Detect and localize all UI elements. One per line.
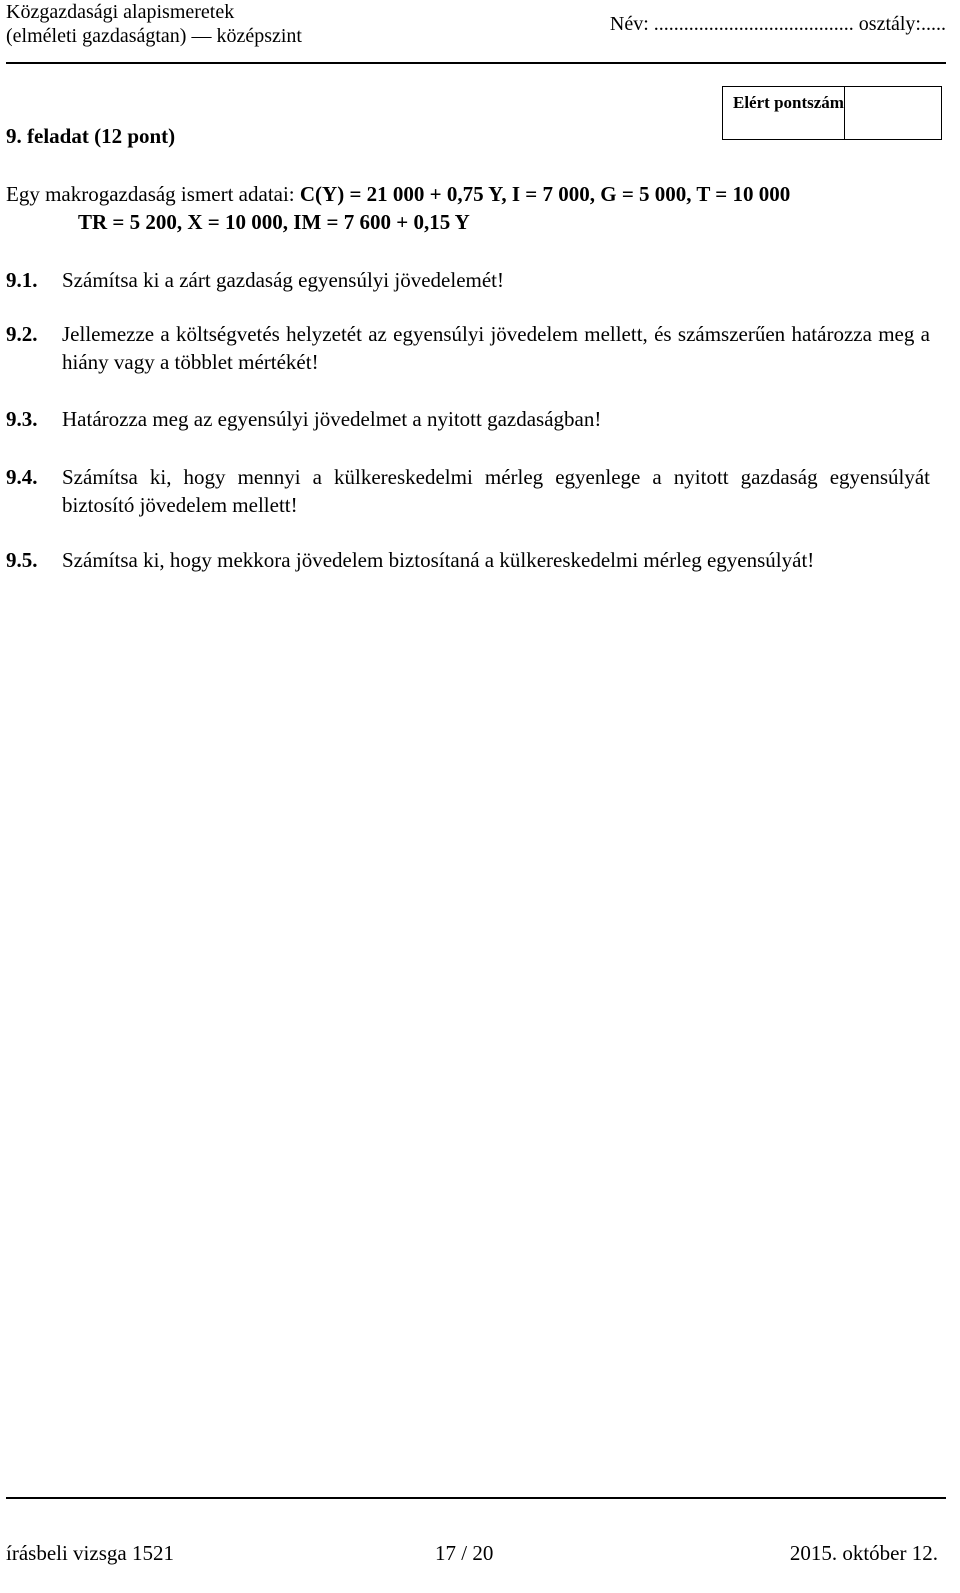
question-number: 9.5. <box>6 548 38 572</box>
task-intro-line-2: TR = 5 200, X = 10 000, IM = 7 600 + 0,15 Y <box>78 210 470 234</box>
question-9-1 <box>6 266 930 294</box>
name-class-field: Név: ........................................ osztály:..... <box>609 13 946 35</box>
question-number: 9.1. <box>6 268 38 292</box>
header-divider <box>6 62 946 64</box>
question-text: Számítsa ki a zárt gazdaság egyensúlyi jövedelemét! <box>62 268 504 292</box>
header-subject <box>6 0 302 48</box>
intro-equations: C(Y) = 21 000 + 0,75 Y, I = 7 000, G = 5 000, T = 10 000 <box>299 182 791 206</box>
question-number: 9.3. <box>6 407 38 431</box>
question-9-3 <box>6 405 930 433</box>
footer-exam-id: írásbeli vizsga 1521 <box>6 1541 174 1565</box>
question-text: Határozza meg az egyensúlyi jövedelmet a nyitott gazdaságban! <box>62 407 602 431</box>
question-9-5 <box>6 546 930 574</box>
footer-date: 2015. október 12. <box>789 1541 938 1565</box>
task-intro-line-1 <box>6 181 790 207</box>
question-9-2 <box>6 320 930 376</box>
question-text: Számítsa ki, hogy mennyi a külkereskedelmi mérleg egyenlege a nyitott gazdaság egyensúlyát biztosító jövedelem mellett! <box>62 465 930 517</box>
subject-line-2: (elméleti gazdaságtan) — középszint <box>6 25 302 47</box>
question-text: Számítsa ki, hogy mekkora jövedelem biztosítaná a külkereskedelmi mérleg egyensúlyát! <box>62 548 815 572</box>
score-box <box>722 86 942 140</box>
score-value-cell <box>845 87 941 139</box>
footer-page-number: 17 / 20 <box>435 1541 494 1565</box>
question-number: 9.2. <box>6 322 38 346</box>
question-number: 9.4. <box>6 465 38 489</box>
footer-divider <box>6 1497 946 1499</box>
intro-prefix: Egy makrogazdaság ismert adatai: <box>6 182 300 206</box>
task-title: 9. feladat (12 pont) <box>6 124 176 148</box>
subject-line-1: Közgazdasági alapismeretek <box>6 1 235 23</box>
question-9-4 <box>6 463 930 519</box>
question-text: Jellemezze a költségvetés helyzetét az egyensúlyi jövedelem mellett, és számszerűen határozza meg a hiány vagy a többlet mértékét! <box>62 322 930 374</box>
score-label: Elért pontszám <box>723 87 845 139</box>
